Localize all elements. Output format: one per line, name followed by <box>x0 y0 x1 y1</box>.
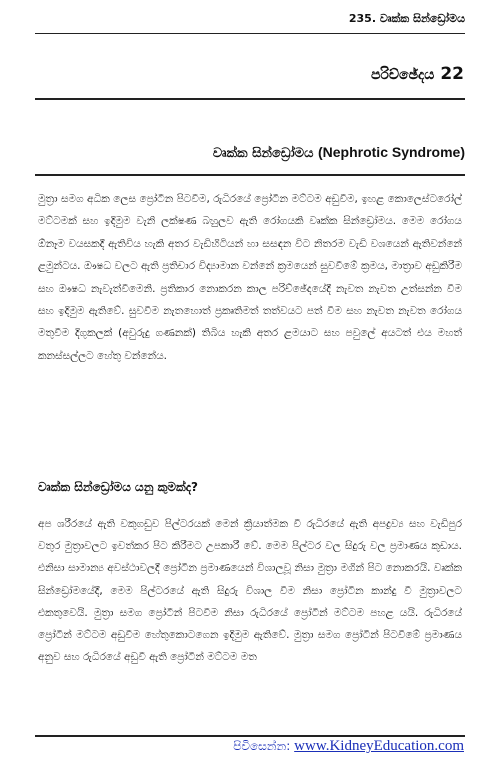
section-paragraph: අප ශරීරයේ ඇති වකුගඩුව පිල්ටරයක් මෙන් ක්‍රියාත්මක වී රුධිරයේ ඇති අපද්‍රව්‍ය සහ වැඩිපුර වතුර මුත්‍රාවලට ඉවත්කර පිට කිරීමට උපකාරී වේ. මෙම පිල්ටර වල සිදුරු වල ප්‍රමාණය කුඩාය. එනිසා සාමාන්‍ය අවස්ථාවලදී ප්‍රෝටීන ප්‍රමාණයෙන් විශාලවූ නිසා මුත්‍රා මගින් පිට නොකරයි. වෘක්ක සින්ඩ්‍රෝමයේදී, මෙම පිල්ටරයේ ඇති සිදුරු විශාල වීම නිසා ප්‍රෝටීන කාන්දු වී මුත්‍රාවලට එකතුවෙයි. මුත්‍රා සමග ප්‍රෝටීන් පිටවීම නිසා රුධිරයේ ප්‍රෝටීන් මට්ටම පහළ යයි. රුධිරයේ ප්‍රෝටීන් මට්ටම අඩුවීම හේතුකොටගෙන ඉදිමුම ඇතිවේ. මුත්‍රා සමග ප්‍රෝටීන් පිටවීමේ ප්‍රමාණය අනුව සහ රුධිරයේ අඩුවී ඇති ප්‍රෝටීන් මට්ටම මත <box>38 518 462 664</box>
running-header <box>35 0 465 36</box>
footer-divider <box>35 735 465 737</box>
running-header-text: 235. වෘක්ක සින්ඩ්‍රෝමය <box>348 12 465 25</box>
chapter-heading <box>371 64 464 84</box>
section-heading: වෘක්ක සින්ඩ්‍රෝමය යනු කුමක්ද? <box>38 480 199 494</box>
intro-paragraph: මුත්‍රා සමග අධික ලෙස ප්‍රෝටීන පිටවීම, රුධිරයේ ප්‍රෝටීන මට්ටම අඩුවීම, ඉහළ කොලෙස්ටරෝල් මට්ටමක් සහ ඉදිමුම වැනි ලක්ෂණ බහුලව ඇති රෝගයකි වෘක්ක සින්ඩ්‍රෝමය. මෙම රෝගය ඕනෑම වයසකදී ඇතිවිය හැකි අතර වැඩිහිටියන් හා සසඳන විට නිතරම වැඩි වශයෙන් ඇතිවන්නේ ළමුන්ටය. ඖෂධ වලට ඇති ප්‍රතිචාර විද්‍යාමාන වන්නේ ක්‍රමයෙන් සුවවීමේ ක්‍රමය, මාත්‍රාව අඩුකිරීම සහ ඖෂධ නැවැත්වීමෙනි. ප්‍රතිකාර නොකරන කාල පරිච්ඡේදයේදී නැවත නැවත උත්සන්න වීම සහ ඉදිමුම ඇතිවේ. සුවවීම නැතහොත් ප්‍රකෘතිමත් තත්වයට පත් වීම සහ නැවත නැවත රෝගය මතුවීම දිගුකලක් (අවුරුදු ගණනක්) තිබිය හැකි අතර ළමයාට සහ පවුලේ අයටත් එය මහත් කනස්සල්ලට හේතු වන්නේය. <box>38 193 462 362</box>
footer <box>233 738 464 755</box>
chapter-number: 22 <box>440 64 464 84</box>
title-divider <box>35 174 465 176</box>
footer-website-link[interactable]: www.KidneyEducation.com <box>294 738 464 754</box>
chapter-label: පරිච්ඡේදය <box>371 67 435 83</box>
title-english: (Nephrotic Syndrome) <box>317 144 465 160</box>
header-divider <box>35 33 465 34</box>
chapter-divider <box>35 98 465 100</box>
footer-label: පිවිසෙන්න: <box>233 739 291 753</box>
title-sinhala: වෘක්ක සින්ඩ්‍රෝමය <box>212 146 314 161</box>
page-title <box>213 144 465 161</box>
